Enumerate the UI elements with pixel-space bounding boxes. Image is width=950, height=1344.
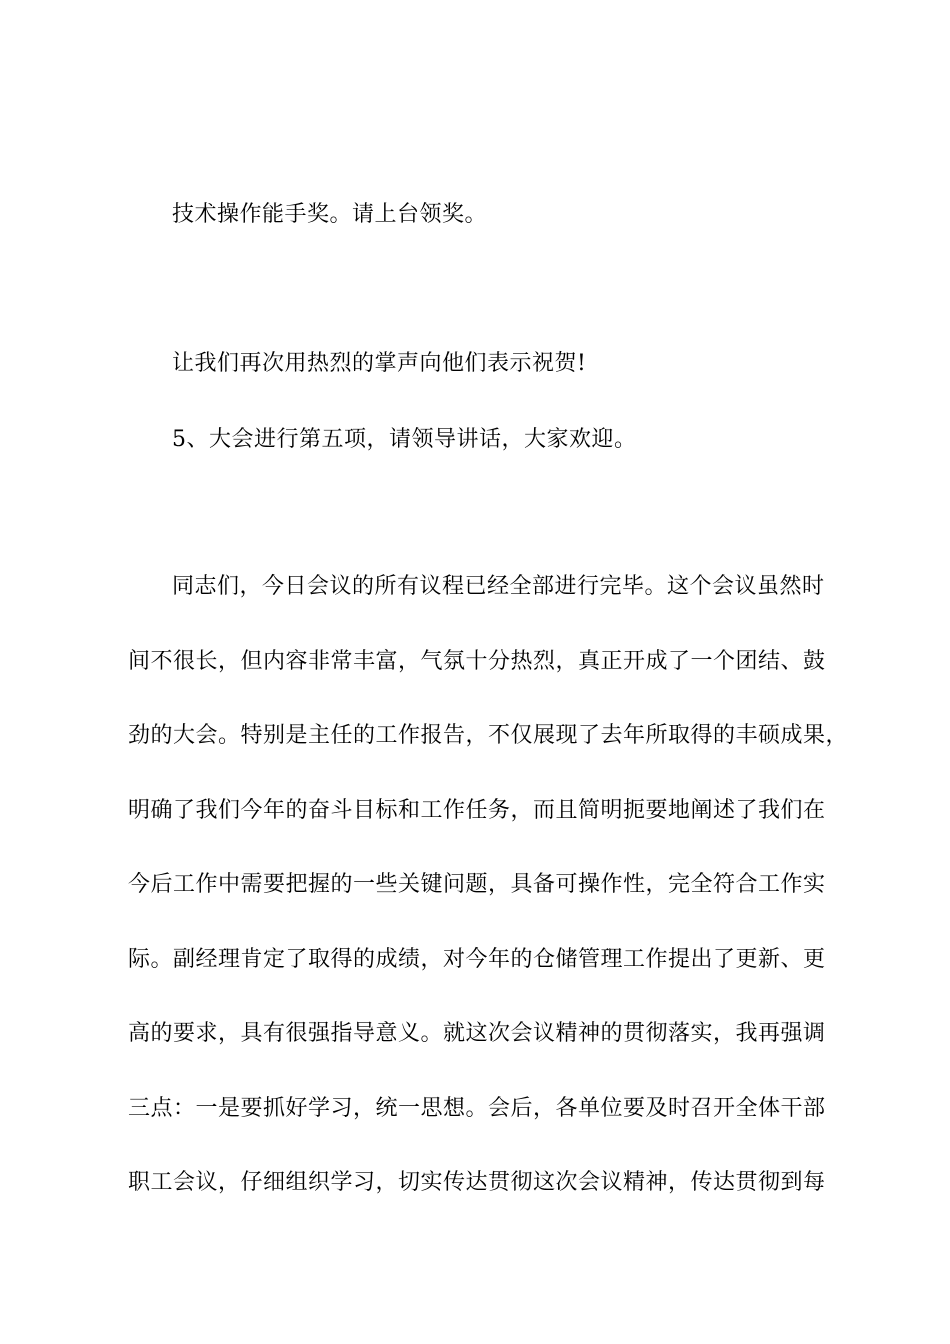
paragraph-line: 间不很长，但内容非常丰富，气氛十分热烈，真正开成了一个团结、鼓 bbox=[128, 649, 826, 674]
award-line: 技术操作能手奖。请上台领奖。 bbox=[172, 202, 488, 227]
paragraph-line: 今后工作中需要把握的一些关键问题，具备可操作性，完全符合工作实 bbox=[128, 872, 826, 897]
paragraph-line: 职工会议，仔细组织学习，切实传达贯彻这次会议精神，传达贯彻到每 bbox=[128, 1170, 826, 1195]
paragraph-line: 同志们，今日会议的所有议程已经全部进行完毕。这个会议虽然时 bbox=[172, 574, 825, 599]
agenda-item-5: 5、大会进行第五项，请领导讲话，大家欢迎。 bbox=[172, 427, 637, 452]
paragraph-line: 三点：一是要抓好学习，统一思想。会后，各单位要及时召开全体干部 bbox=[128, 1096, 826, 1121]
congratulation-line: 让我们再次用热烈的掌声向他们表示祝贺! bbox=[172, 351, 587, 376]
paragraph-line: 明确了我们今年的奋斗目标和工作任务，而且简明扼要地阐述了我们在 bbox=[128, 798, 826, 823]
paragraph-line: 高的要求，具有很强指导意义。就这次会议精神的贯彻落实，我再强调 bbox=[128, 1021, 826, 1046]
paragraph-line: 劲的大会。特别是主任的工作报告，不仅展现了去年所取得的丰硕成果， bbox=[128, 723, 849, 748]
paragraph-line: 际。副经理肯定了取得的成绩，对今年的仓储管理工作提出了更新、更 bbox=[128, 947, 826, 972]
